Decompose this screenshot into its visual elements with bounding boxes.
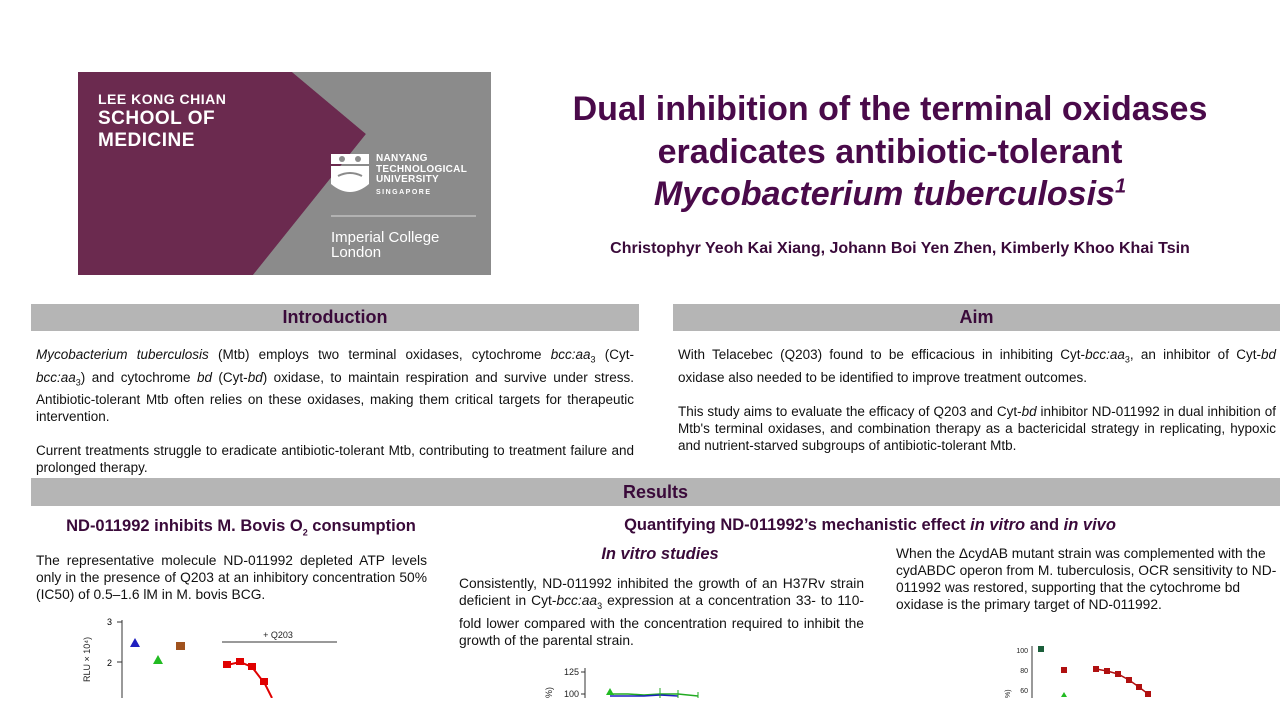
ntu-crest-icon (331, 154, 369, 192)
atp-square-brown (176, 642, 185, 650)
ocr-ytick-label-60: 60 (1020, 688, 1028, 695)
ocr-curve-red (1096, 669, 1148, 694)
poster-title (520, 88, 1260, 216)
imperial-wordmark (331, 230, 439, 260)
left-results-subheading: ND-011992 inhibits M. Bovis $O_2$ consumption (66, 517, 416, 538)
ntu-line-4: SINGAPORE (376, 188, 432, 196)
ocr-point-red-5 (1136, 684, 1142, 690)
atp-ytick-label-2: 2 (106, 658, 112, 668)
ocr-ytick-label-80: 80 (1020, 668, 1028, 675)
introduction-body (36, 346, 634, 493)
introduction-paragraph-1: Mycobacterium tuberculosis (Mtb) employs two terminal oxidases, cytochrome $bcc:aa_3$ $(Cyt-bcc:aa_3)$ and cytochrome bd (Cyt-bd) oxidase, to maintain respiration and survive under stress. Antibiotic-tolerant Mtb often relies on these oxidases, making them critical targets for therapeutic intervention. (36, 347, 635, 425)
atp-triangle-green (153, 655, 163, 664)
growth-ytick-label-100: 100 (563, 689, 579, 698)
ocr-point-red-a (1061, 667, 1067, 673)
growth-marker-green (606, 688, 614, 695)
ntu-line-1: NANYANG (376, 153, 428, 164)
title-line-3 (520, 173, 1260, 216)
aim-paragraph-1: With Telacebec (Q203) found to be efficacious in inhibiting Cyt-$bcc:aa_3$, an inhibitor of Cyt-bd oxidase also needed to be identified to improve treatment outcomes. (678, 347, 1276, 385)
atp-point-1 (223, 661, 231, 668)
introduction-heading: Introduction (31, 304, 639, 331)
aim-paragraph-2: This study aims to evaluate the efficacy of Q203 and Cyt-bd inhibitor ND-011992 in dual inhibition of Mtb's terminal oxidases, and combination therapy as a bactericidal strategy in replicating, hypoxic and nutrient-starved subgroups of antibiotic-tolerant Mtb. (678, 403, 1276, 453)
institution-logo-block (78, 72, 491, 275)
growth-ytick-label-125: 125 (563, 667, 579, 677)
ocr-y-axis-label: %) (1005, 689, 1012, 698)
title-footnote-marker: 1 (1114, 175, 1127, 198)
ntu-line-3: UNIVERSITY (376, 174, 440, 185)
atp-figure (60, 612, 360, 698)
lkc-line-1: LEE KONG CHIAN (98, 91, 227, 107)
title-line-2: eradicates antibiotic-tolerant (657, 132, 1123, 171)
in-vitro-subheading: In vitro studies (601, 545, 719, 563)
mid-results-text: Consistently, ND-011992 inhibited the growth of an H37Rv strain deficient in Cyt-$bcc:aa_3$ expression at a concentration 33- to 110-fold lower compared with the concentration required to inhibit the growth of the parental strain. (459, 576, 864, 648)
growth-figure (540, 664, 740, 698)
title-line-3-text: Mycobacterium tuberculosis (653, 175, 1115, 213)
author-list: Christophyr Yeoh Kai Xiang, Johann Boi Yen Zhen, Kimberly Khoo Khai Tsin (610, 240, 1190, 257)
aim-body (678, 346, 1276, 471)
ntu-wordmark (376, 154, 467, 196)
lkc-wordmark (98, 92, 226, 151)
ocr-point-red-6 (1145, 691, 1151, 697)
atp-y-axis-label: RLU × 10⁴) (82, 636, 92, 682)
ocr-point-red-3 (1115, 671, 1121, 677)
ocr-point-red-2 (1104, 668, 1110, 674)
icl-line-1: Imperial College (331, 229, 440, 246)
atp-point-2 (236, 658, 244, 665)
atp-triangle-blue (130, 638, 140, 647)
atp-point-3 (248, 663, 256, 670)
atp-point-4 (260, 678, 268, 685)
ocr-triangle-green (1061, 692, 1067, 697)
growth-y-axis-label: %) (544, 687, 554, 698)
ocr-point-red-1 (1093, 666, 1099, 672)
ocr-point-red-4 (1126, 677, 1132, 683)
lkc-line-3: MEDICINE (98, 129, 195, 151)
atp-ytick-label-3: 3 (106, 617, 112, 627)
ocr-figure (990, 640, 1190, 698)
ocr-point-dark (1038, 646, 1044, 652)
right-results-subheading: Quantifying ND-011992’s mechanistic effect in vitro and in vivo (624, 516, 1116, 534)
ntu-line-2: TECHNOLOGICAL (376, 163, 468, 175)
atp-q203-label: + Q203 (263, 630, 293, 640)
icl-line-2: London (331, 244, 382, 261)
results-heading: Results (31, 478, 1280, 506)
lkc-line-2: SCHOOL OF (98, 107, 216, 129)
ocr-ytick-label-100: 100 (1016, 648, 1028, 655)
left-results-text: The representative molecule ND-011992 depleted ATP levels only in the presence of Q203 at an inhibitory concentration 50% (IC50) of 0.5–1.6 lM in M. bovis BCG. (36, 553, 427, 602)
aim-heading: Aim (673, 304, 1280, 331)
introduction-paragraph-2: Current treatments struggle to eradicate antibiotic-tolerant Mtb, contributing to treatment failure and prolonged therapy. (36, 443, 634, 476)
title-line-1: Dual inhibition of the terminal oxidases (572, 90, 1208, 128)
right-results-text: When the ΔcydAB mutant strain was complemented with the cydABDC operon from M. tuberculosis, OCR sensitivity to ND-011992 was restored, supporting that the cytochrome bd oxidase is the primary target of ND-011992. (896, 546, 1277, 612)
